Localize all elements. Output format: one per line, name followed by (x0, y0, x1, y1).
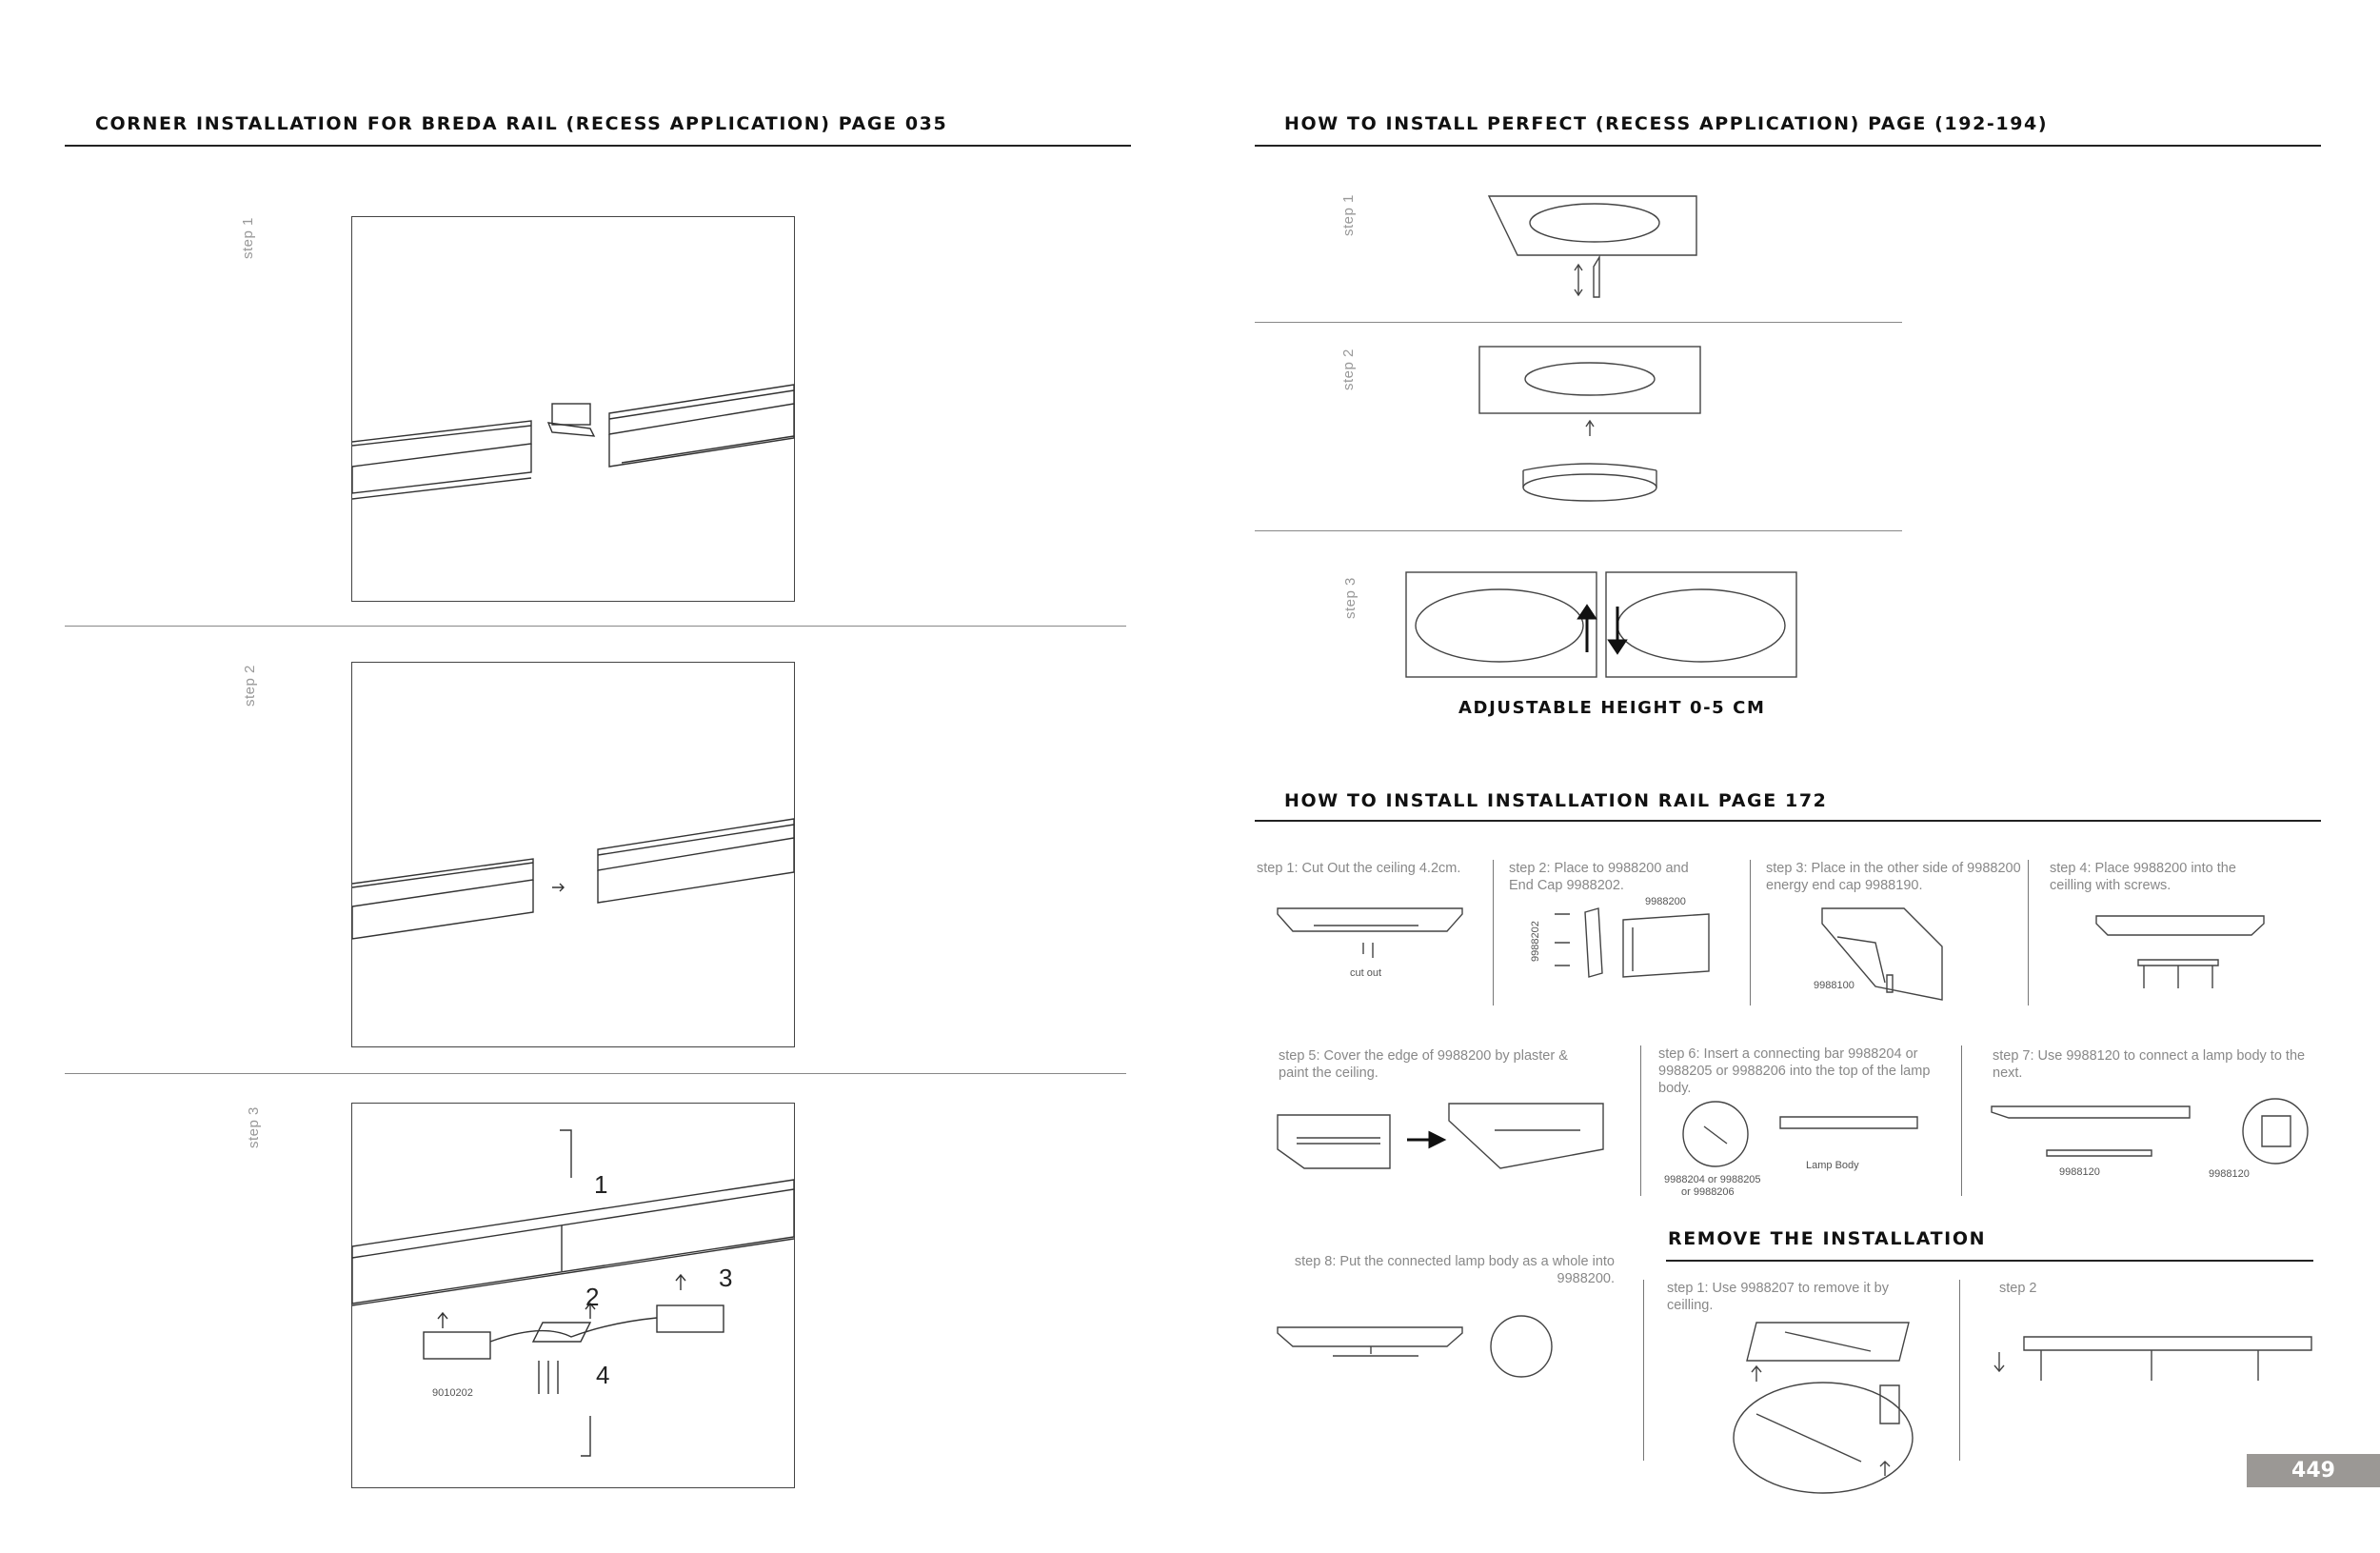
left-step-2-illustration (351, 662, 795, 1047)
callout-3: 3 (719, 1264, 733, 1292)
left-step-1-label: step 1 (240, 217, 256, 259)
callout-1: 1 (594, 1170, 608, 1199)
right-top-step-2-label: step 2 (1340, 348, 1357, 390)
left-heading-rule (65, 145, 1131, 147)
part-9988206-label: or 9988206 (1681, 1186, 1735, 1198)
remove-step-2-text: step 2 (1999, 1281, 2037, 1296)
rail-step-4-illustration (2094, 914, 2266, 990)
remove-step-1-illustration (1718, 1319, 1937, 1495)
adjustable-height-caption: ADJUSTABLE HEIGHT 0-5 CM (1458, 698, 1766, 718)
rail-step-5-illustration (1276, 1100, 1609, 1176)
part-9988120-label-a: 9988120 (2059, 1166, 2100, 1178)
remove-divider-2 (1959, 1280, 1960, 1461)
perfect-step-1-illustration (1476, 190, 1704, 305)
remove-step-2-illustration (1990, 1333, 2313, 1400)
right-top-step-3-label: step 3 (1342, 577, 1359, 619)
cut-out-label: cut out (1350, 967, 1382, 979)
rail-joint-illustration (352, 217, 794, 601)
rail-divider-2 (1750, 860, 1751, 1005)
perfect-step-2-illustration (1476, 345, 1704, 516)
lamp-body-label: Lamp Body (1806, 1160, 1859, 1171)
remove-step-1-text: step 1: Use 9988207 to remove it by ceilling. (1667, 1281, 1889, 1313)
rail-step-7-illustration (1990, 1097, 2313, 1173)
rail-step-3-text: step 3: Place in the other side of 9988200 energy end cap 9988190. (1766, 861, 2021, 893)
right-top-heading-rule (1255, 145, 2321, 147)
rail-step-1-text: step 1: Cut Out the ceiling 4.2cm. (1257, 861, 1461, 876)
part-9988204-label: 9988204 or 9988205 (1664, 1174, 1761, 1185)
part-9988100-label: 9988100 (1814, 980, 1854, 991)
rail-step-6-text: step 6: Insert a connecting bar 9988204 or 9988205 or 9988206 into the top of the lamp body. (1658, 1046, 1931, 1096)
rail-step-5-text: step 5: Cover the edge of 9988200 by plaster & paint the ceiling. (1279, 1048, 1568, 1081)
part-9988200-label: 9988200 (1645, 896, 1686, 907)
rail-divider-5 (1961, 1045, 1962, 1196)
part-9988120-label-b: 9988120 (2209, 1168, 2250, 1180)
page-number: 449 (2247, 1454, 2380, 1487)
left-step-divider-1 (65, 626, 1126, 627)
left-heading: CORNER INSTALLATION FOR BREDA RAIL (RECESS APPLICATION) PAGE 035 (95, 113, 948, 134)
part-9010202-label: 9010202 (432, 1387, 473, 1399)
rail-step-7-text: step 7: Use 9988120 to connect a lamp body to the next. (1993, 1048, 2306, 1081)
rail-step-8-illustration (1276, 1324, 1561, 1381)
rail-divider-3 (2028, 860, 2029, 1005)
rail-divider-4 (1640, 1045, 1641, 1196)
right-top-step-1-label: step 1 (1340, 194, 1357, 236)
callout-4: 4 (596, 1361, 610, 1389)
left-step-3-label: step 3 (246, 1106, 262, 1148)
remove-heading: REMOVE THE INSTALLATION (1668, 1228, 1987, 1249)
left-step-1-illustration (351, 216, 795, 602)
rail-step-2-illustration (1528, 905, 1718, 981)
right-top-heading: HOW TO INSTALL PERFECT (RECESS APPLICATION) PAGE (192-194) (1284, 113, 2049, 134)
rail-step-8-text: step 8: Put the connected lamp body as a whole into 9988200. (1294, 1254, 1615, 1286)
left-step-divider-2 (65, 1073, 1126, 1074)
rail-corner-connector-illustration (352, 1104, 794, 1487)
left-step-3-illustration (351, 1103, 795, 1488)
right-bottom-heading-rule (1255, 820, 2321, 822)
right-top-divider-2 (1255, 530, 1902, 531)
rail-step-4-text: step 4: Place 9988200 into the ceilling with screws. (2050, 861, 2236, 893)
right-top-divider-1 (1255, 322, 1902, 323)
rail-divider-1 (1493, 860, 1494, 1005)
rail-slide-illustration (352, 663, 794, 1046)
part-9988202-label: 9988202 (1530, 921, 1541, 962)
callout-2: 2 (585, 1283, 600, 1311)
perfect-step-3-illustration (1404, 568, 1804, 683)
remove-heading-rule (1666, 1260, 2313, 1262)
rail-step-2-text: step 2: Place to 9988200 and End Cap 9988202. (1509, 861, 1689, 893)
left-step-2-label: step 2 (242, 665, 258, 707)
right-bottom-heading: HOW TO INSTALL INSTALLATION RAIL PAGE 172 (1284, 790, 1828, 811)
remove-divider-1 (1643, 1280, 1644, 1461)
